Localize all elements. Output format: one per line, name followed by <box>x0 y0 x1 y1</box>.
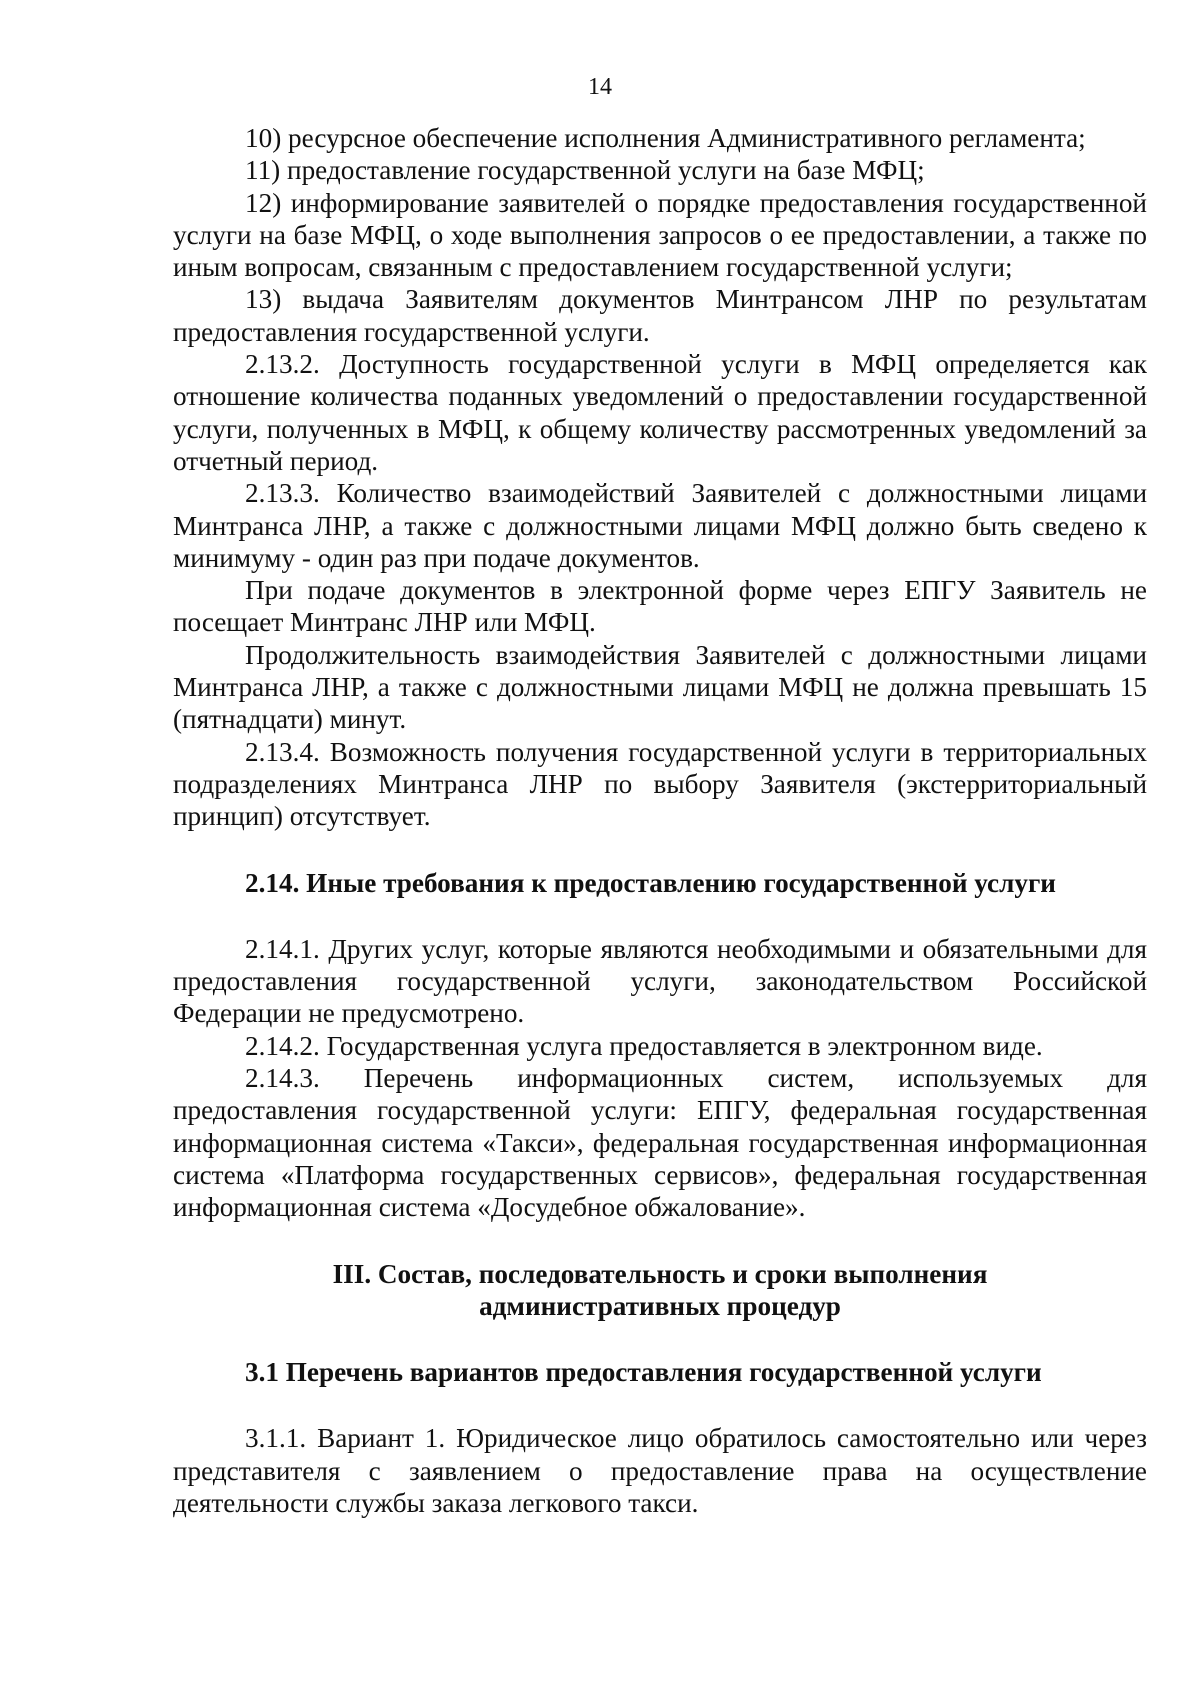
section-heading-3-line2: административных процедур <box>479 1290 841 1321</box>
paragraph-epgu-visit: При подаче документов в электронной форме через ЕПГУ Заявитель не посещает Минтранс ЛНР или МФЦ. <box>173 575 1147 638</box>
paragraph-2-14-2: 2.14.2. Государственная услуга предоставляется в электронном виде. <box>245 1030 1043 1061</box>
section-heading-3-line1: III. Состав, последовательность и сроки выполнения <box>332 1258 988 1289</box>
paragraph-duration: Продолжительность взаимодействия Заявителей с должностными лицами Минтранса ЛНР, а также с должностными лицами МФЦ не должна превышать 15 (пятнадцати) минут. <box>173 639 1147 735</box>
spacer <box>173 1224 1147 1258</box>
spacer <box>173 1388 1147 1422</box>
paragraph-2-13-2: 2.13.2. Доступность государственной услуги в МФЦ определяется как отношение количества поданных уведомлений о предоставлении государственной услуги, полученных в МФЦ, к общему количеству рассмотренных уведомлений за отчетный период. <box>173 349 1147 476</box>
paragraph-3-1-1: 3.1.1. Вариант 1. Юридическое лицо обратилось самостоятельно или через представителя с заявлением о предоставление права на осуществление деятельности службы заказа легкового такси. <box>173 1423 1147 1518</box>
document-body <box>173 122 1147 1519</box>
spacer <box>173 899 1147 933</box>
section-heading-3-1: 3.1 Перечень вариантов предоставления государственной услуги <box>245 1357 1042 1388</box>
paragraph-2-14-1: 2.14.1. Других услуг, которые являются необходимыми и обязательными для предоставления государственной услуги, законодательством Российской Федерации не предусмотрено. <box>173 933 1147 1029</box>
list-item-10: 10) ресурсное обеспечение исполнения Административного регламента; <box>245 123 1086 153</box>
spacer <box>173 1322 1147 1356</box>
page-number: 14 <box>588 74 612 100</box>
list-item-11: 11) предоставление государственной услуги на базе МФЦ; <box>245 155 925 186</box>
paragraph-2-13-3: 2.13.3. Количество взаимодействий Заявителей с должностными лицами Минтранса ЛНР, а также с должностными лицами МФЦ должно быть сведено к минимуму - один раз при подаче документов. <box>173 478 1147 573</box>
list-item-12: 12) информирование заявителей о порядке предоставления государственной услуги на базе МФЦ, о ходе выполнения запросов о ее предоставлении, а также по иным вопросам, связанным с предоставлением государственной услуги; <box>173 187 1147 283</box>
paragraph-2-13-4: 2.13.4. Возможность получения государственной услуги в территориальных подразделениях Минтранса ЛНР по выбору Заявителя (экстерриториальный принцип) отсутствует. <box>173 736 1147 832</box>
spacer <box>173 833 1147 867</box>
section-heading-2-14: 2.14. Иные требования к предоставлению государственной услуги <box>245 867 1056 898</box>
list-item-13: 13) выдача Заявителям документов Минтрансом ЛНР по результатам предоставления государственной услуги. <box>173 284 1147 347</box>
paragraph-2-14-3: 2.14.3. Перечень информационных систем, используемых для предоставления государственной услуги: ЕПГУ, федеральная государственная информационная система «Такси», федеральная государственная информационная система «Платформа государственных сервисов», федеральная государственная информационная система «Досудебное обжалование». <box>173 1063 1147 1223</box>
